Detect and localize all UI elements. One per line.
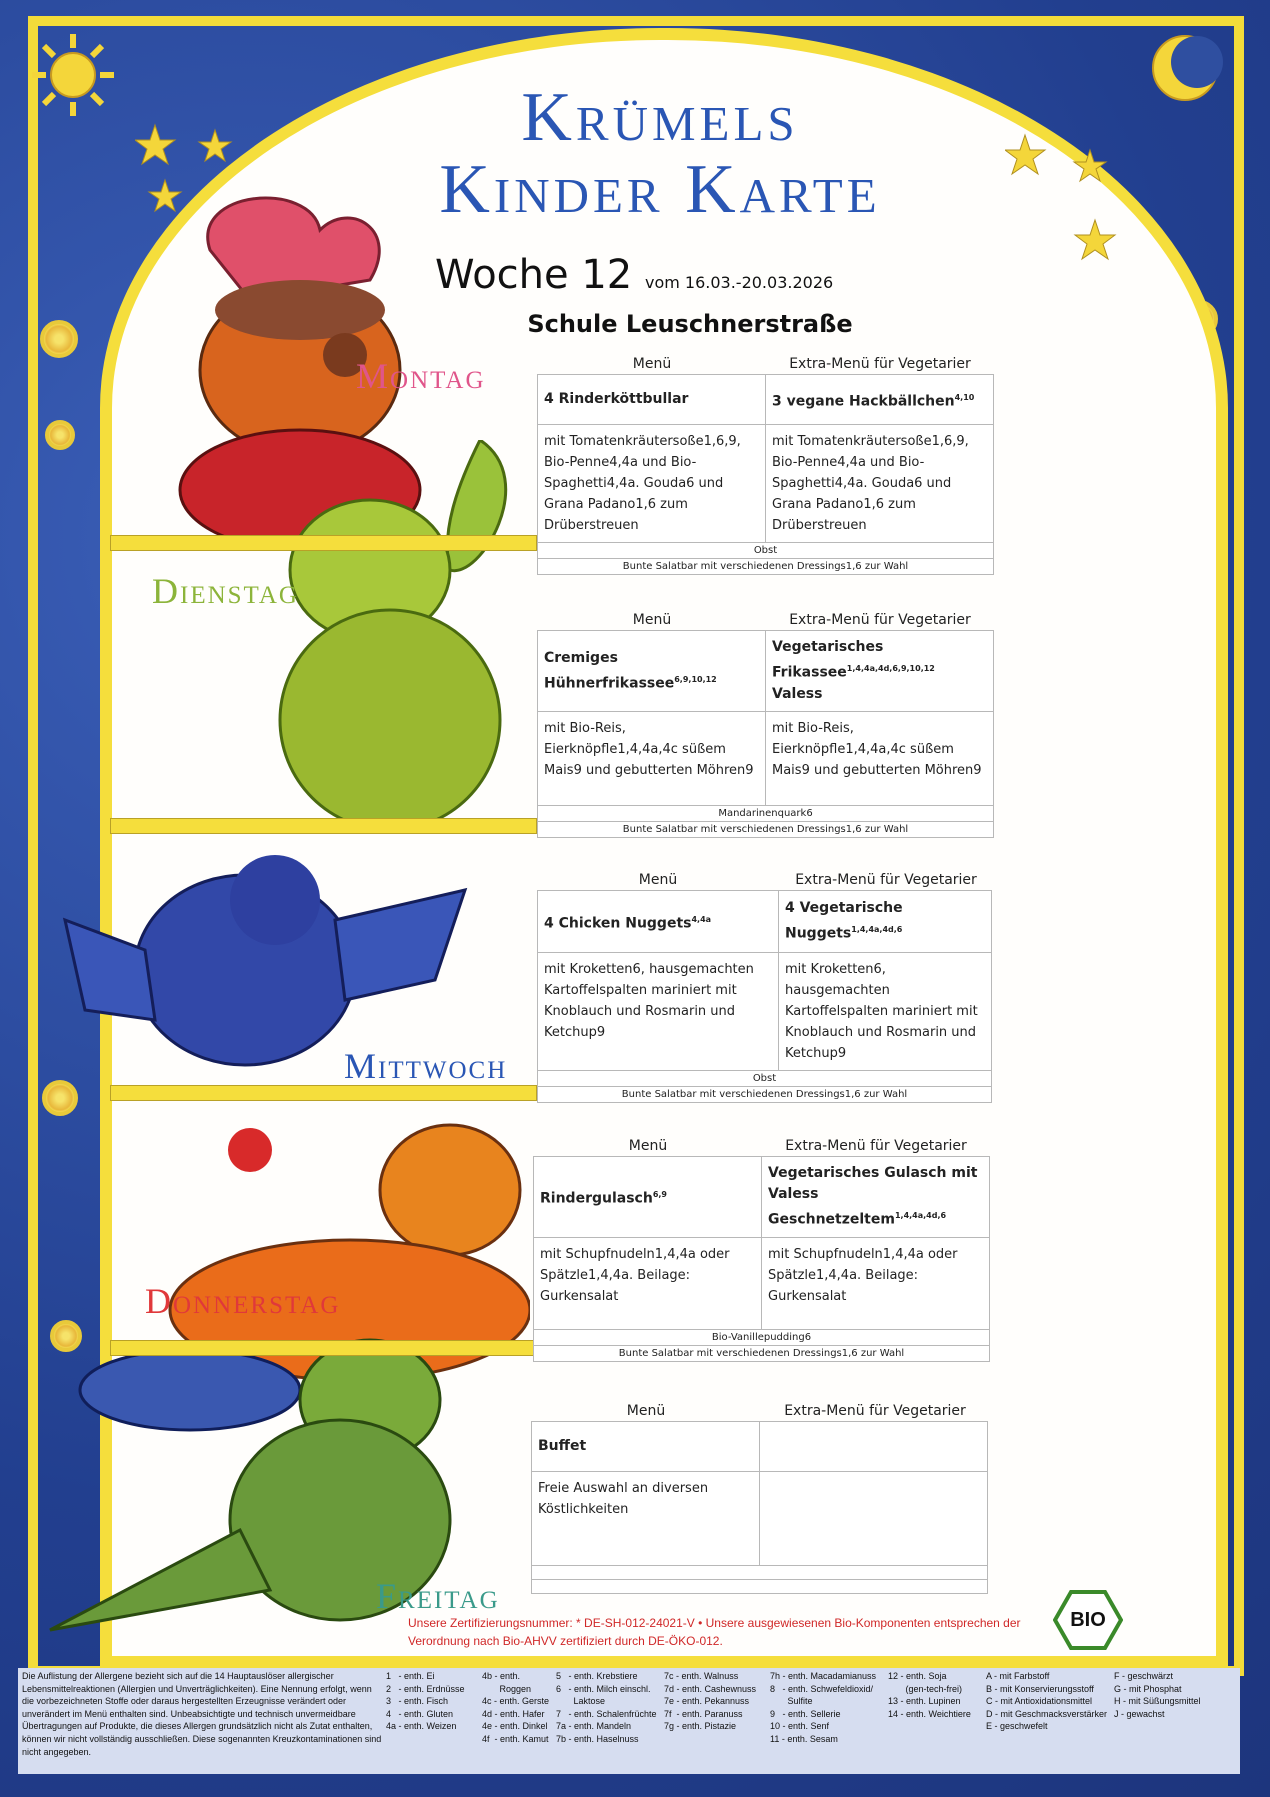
legend-intro: Die Auflistung der Allergene bezieht sich auf die 14 Hauptauslöser allergischer Lebensmittelreaktionen (Allergien und Unverträglichkeiten). Eine Nennung erfolgt, wenn die vorbezeichneten Stoffe oder daraus hergestellten Erzeugnisse verändert oder unverändert im Menü enthalten sind. Unbeabsichtigte und technisch unvermeidbare Übertragungen auf Produkte, die dieses Allergen grundsätzlich nicht als Zutat enthalten, können wir nicht vollständig ausschließen. Diese sogenannten Kreuzkontaminationen sind nicht angegeben. [22, 1671, 382, 1757]
menu-description: Freie Auswahl an diversen Köstlichkeiten [532, 1472, 760, 1566]
veg-name-text: 4 Vegetarische Nuggets [785, 900, 903, 942]
salad-bar: Bunte Salatbar mit verschiedenen Dressings1,6 zur Wahl [538, 821, 994, 837]
moon-icon [1145, 28, 1225, 108]
dessert: Obst [538, 543, 994, 559]
dessert: Bio-Vanillepudding6 [534, 1329, 990, 1345]
veg-description [760, 1472, 988, 1566]
legend-column-2: 4b - enth. Roggen 4c - enth. Gerste 4d - enth. Hafer 4e - enth. Dinkel 4f - enth. Kamut [482, 1671, 550, 1744]
veg-description: mit Kroketten6, hausgemachten Kartoffelspalten mariniert mit Knoblauch und Rosmarin und Ketchup9 [779, 953, 992, 1071]
day-label-dienstag: Dienstag [152, 571, 299, 611]
stars-icon [1005, 130, 1125, 270]
veg-name [779, 891, 992, 953]
allergen-legend [18, 1668, 1240, 1774]
allergen-sup: 1,4,4a,4d,6 [894, 1211, 947, 1220]
veg-description: mit Schupfnudeln1,4,4a oder Spätzle1,4,4a. Beilage: Gurkensalat [762, 1237, 990, 1329]
menu-description: mit Kroketten6, hausgemachten Kartoffelspalten mariniert mit Knoblauch und Rosmarin und Ketchup9 [538, 953, 779, 1071]
week-number: Woche 12 [435, 252, 633, 298]
allergen-sup: 4,10 [954, 392, 975, 402]
decor-circle [40, 320, 78, 358]
menu-name-text: Cremiges Hühnerfrikassee [544, 649, 675, 692]
menu-table-freitag [531, 1421, 988, 1594]
legend-column-3: 5 - enth. Krebstiere 6 - enth. Milch einschl. Laktose 7 - enth. Schalenfrüchte 7a - enth. Mandeln 7b - enth. Haselnuss [556, 1671, 657, 1744]
allergen-sup: 1,4,4a,4d,6 [851, 925, 903, 935]
shelf [110, 535, 537, 551]
certification-note: Unsere Zertifizierungsnummer: * DE-SH-012-24021-V • Unsere ausgewiesenen Bio-Komponenten entsprechen der Verordnung nach Bio-AHVV zertifiziert durch DE-ÖKO-012. [408, 1616, 1021, 1648]
school-name: Schule Leuschnerstraße [527, 310, 853, 338]
shelf [110, 1340, 537, 1356]
menu-column-header: Menü [628, 1138, 668, 1154]
menu-name [534, 1157, 762, 1238]
veg-column-header: Extra-Menü für Vegetarier [795, 872, 977, 888]
legend-column-5: 7h - enth. Macadamianuss 8 - enth. Schwefeldioxid/ Sulfite 9 - enth. Sellerie 10 - enth. Senf 11 - enth. Sesam [770, 1671, 877, 1744]
menu-name-text: 4 Chicken Nuggets [544, 915, 692, 932]
week-dates: vom 16.03.-20.03.2026 [644, 273, 834, 292]
menu-table-dienstag [537, 630, 994, 838]
menu-name [538, 891, 779, 953]
veg-description: mit Bio-Reis, Eierknöpfle1,4,4a,4c süßem Mais9 und gebutterten Möhren9 [766, 711, 994, 805]
legend-column-4: 7c - enth. Walnuss 7d - enth. Cashewnuss 7e - enth. Pekannuss 7f - enth. Paranuss 7g - enth. Pistazie [664, 1671, 757, 1732]
decor-circle [45, 420, 75, 450]
shelf [110, 818, 537, 834]
menu-name [538, 631, 766, 712]
legend-column-8: F - geschwärzt G - mit Phosphat H - mit Süßungsmittel J - gewachst [1114, 1671, 1201, 1719]
menu-name [532, 1422, 760, 1472]
day-label-montag: Montag [356, 356, 486, 396]
allergen-sup: 6,9,10,12 [674, 674, 717, 684]
title-line-1: Krümels [521, 79, 799, 156]
page-title [370, 79, 950, 228]
bio-seal-icon [1053, 1590, 1123, 1650]
title-line-2: Kinder Karte [439, 151, 881, 228]
menu-column-header: Menü [632, 612, 672, 628]
menu-name-text: 4 Rinderköttbullar [544, 391, 689, 407]
salad-bar: Bunte Salatbar mit verschiedenen Dressings1,6 zur Wahl [534, 1345, 990, 1361]
shelf [110, 1085, 537, 1101]
menu-description: mit Tomatenkräutersoße1,6,9, Bio-Penne4,4a und Bio-Spaghetti4,4a. Gouda6 und Grana Padano1,6 zum Drüberstreuen [538, 425, 766, 543]
veg-name [762, 1157, 990, 1238]
veg-name [766, 375, 994, 425]
allergen-sup: 4,4a [691, 914, 712, 924]
rabbit-illustration [250, 440, 550, 860]
menu-table-montag [537, 374, 994, 575]
week-label [435, 252, 833, 298]
menu-description: mit Schupfnudeln1,4,4a oder Spätzle1,4,4a. Beilage: Gurkensalat [534, 1237, 762, 1329]
salad-bar [532, 1580, 988, 1594]
veg-name-text: Vegetarisches Frikassee [772, 639, 884, 681]
salad-bar: Bunte Salatbar mit verschiedenen Dressings1,6 zur Wahl [538, 1087, 992, 1103]
veg-name-text: Vegetarisches Gulasch mit Valess Geschnetzeltem [768, 1165, 978, 1228]
allergen-sup: 1,4,4a,4d,6,9,10,12 [846, 664, 935, 673]
menu-column-header: Menü [632, 356, 672, 372]
veg-column-header: Extra-Menü für Vegetarier [789, 612, 971, 628]
day-label-donnerstag: Donnerstag [145, 1281, 341, 1321]
svg-text:BIO: BIO [1070, 1609, 1106, 1631]
veg-column-header: Extra-Menü für Vegetarier [784, 1403, 966, 1419]
sun-icon [28, 30, 118, 120]
veg-name-text-2: Valess [772, 685, 823, 702]
menu-description: mit Bio-Reis, Eierknöpfle1,4,4a,4c süßem Mais9 und gebutterten Möhren9 [538, 711, 766, 805]
veg-name [760, 1422, 988, 1472]
legend-column-6: 12 - enth. Soja (gen-tech-frei) 13 - enth. Lupinen 14 - enth. Weichtiere [888, 1671, 971, 1719]
menu-name-text: Rindergulasch [540, 1190, 653, 1207]
menu-table-mittwoch [537, 890, 992, 1103]
dessert [532, 1566, 988, 1580]
menu-name [538, 375, 766, 425]
menu-column-header: Menü [638, 872, 678, 888]
legend-column-7: A - mit Farbstoff B - mit Konservierungsstoff C - mit Antioxidationsmittel D - mit Geschmacksverstärker E - geschwefelt [986, 1671, 1108, 1732]
veg-name-text: 3 vegane Hackbällchen [772, 393, 955, 410]
veg-description: mit Tomatenkräutersoße1,6,9, Bio-Penne4,4a und Bio-Spaghetti4,4a. Gouda6 und Grana Padano1,6 zum Drüberstreuen [766, 425, 994, 543]
legend-column-1: 1 - enth. Ei 2 - enth. Erdnüsse 3 - enth. Fisch 4 - enth. Gluten 4a - enth. Weizen [386, 1671, 465, 1732]
veg-name [766, 631, 994, 712]
veg-column-header: Extra-Menü für Vegetarier [785, 1138, 967, 1154]
day-label-mittwoch: Mittwoch [344, 1046, 508, 1086]
allergen-sup: 6,9 [652, 1190, 667, 1199]
menu-name-text: Buffet [538, 1438, 587, 1454]
veg-column-header: Extra-Menü für Vegetarier [789, 356, 971, 372]
salad-bar: Bunte Salatbar mit verschiedenen Dressings1,6 zur Wahl [538, 559, 994, 575]
dessert: Obst [538, 1071, 992, 1087]
day-label-freitag: Freitag [376, 1576, 500, 1616]
menu-table-donnerstag [533, 1156, 990, 1362]
dessert: Mandarinenquark6 [538, 805, 994, 821]
menu-column-header: Menü [626, 1403, 666, 1419]
